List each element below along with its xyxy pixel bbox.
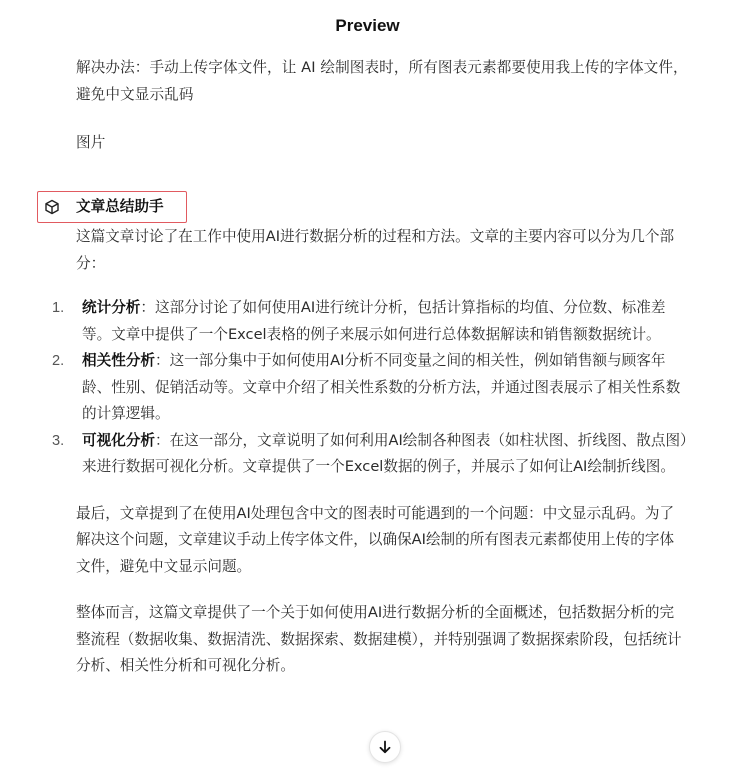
list-item-text: ：在这一部分，文章说明了如何利用AI绘制各种图表（如柱状图、折线图、散点图）来进行数据可视化分析。文章提供了一个Excel数据的例子，并展示了如何让AI绘制折线图。 [82,431,688,475]
arrow-down-icon [377,739,393,755]
list-item [52,295,688,348]
scroll-down-button[interactable] [369,731,401,763]
list-item-text: ：这部分讨论了如何使用AI进行统计分析，包括计算指标的均值、分位数、标准差等。文章中提供了一个Excel表格的例子来展示如何进行总体数据解读和销售额数据统计。 [82,299,666,343]
list-item-text: ：这一部分集中于如何使用AI分析不同变量之间的相关性，例如销售额与顾客年龄、性别、促销活动等。文章中介绍了相关性系数的分析方法，并通过图表展示了相关性系数的计算逻辑。 [82,352,681,422]
list-item-number: 2. [52,353,65,369]
summary-closing: 最后，文章提到了在使用AI处理包含中文的图表时可能遇到的一个问题：中文显示乱码。为了解决这个问题，文章建议手动上传字体文件，以确保AI绘制的所有图表元素都使用上传的字体文件，避免中文显示问题。 [76,504,675,575]
list-item-term: 相关性分析 [82,352,155,369]
assistant-name: 文章总结助手 [76,198,164,215]
summary-section [52,224,688,680]
list-item-term: 可视化分析 [82,431,155,449]
list-item [52,348,688,428]
list-item-number: 3. [52,432,65,449]
image-placeholder-label: 图片 [76,134,106,151]
solution-text: 解决办法：手动上传字体文件，让 AI 绘制图表时，所有图表元素都要使用我上传的字体文件，避免中文显示乱码 [76,59,688,103]
summary-intro: 这篇文章讨论了在工作中使用AI进行数据分析的过程和方法。文章的主要内容可以分为几个部分： [76,228,675,272]
cube-icon [44,199,60,215]
intro-section [76,55,688,157]
preview-title: Preview [335,16,400,35]
assistant-header[interactable] [37,191,187,223]
summary-points-list [52,295,688,481]
list-item-number: 1. [52,300,65,316]
list-item-term: 统计分析 [82,299,141,316]
summary-overall: 整体而言，这篇文章提供了一个关于如何使用AI进行数据分析的全面概述，包括数据分析的完整流程（数据收集、数据清洗、数据探索、数据建模），并特别强调了数据探索阶段，包括统计分析、相关性分析和可视化分析。 [76,604,682,674]
list-item [52,428,688,481]
